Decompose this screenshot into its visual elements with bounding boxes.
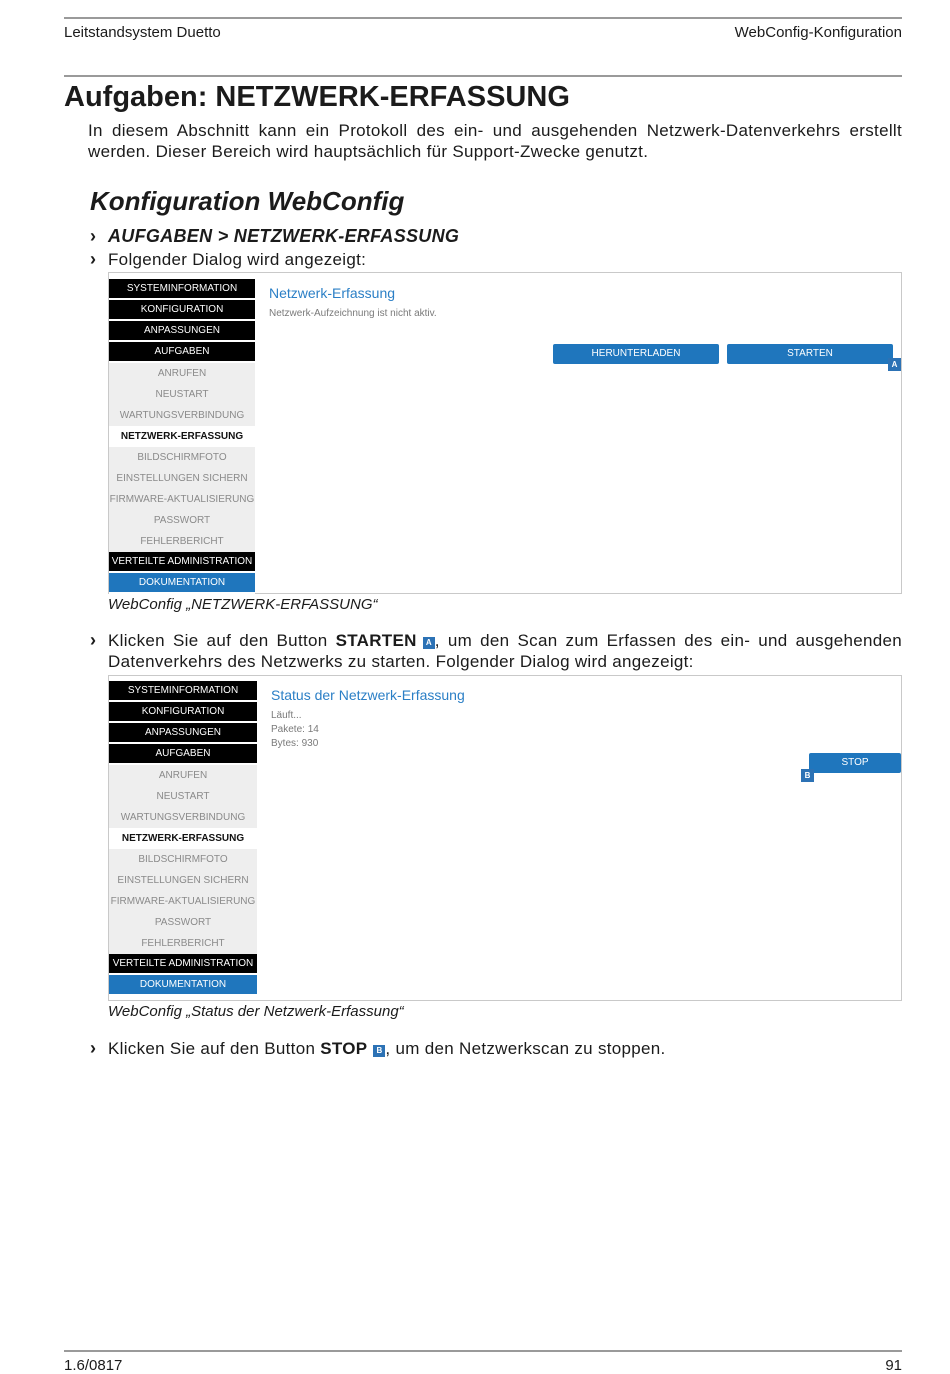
- step-menu-path: [90, 226, 902, 247]
- download-button[interactable]: HERUNTERLADEN: [553, 344, 719, 364]
- step-click-start: [90, 630, 902, 672]
- callout-marker: A: [888, 358, 901, 371]
- nav-item-neustart[interactable]: NEUSTART: [109, 786, 257, 807]
- nav-item-aufgaben[interactable]: AUFGABEN: [109, 744, 257, 765]
- bullet-chevron-icon: ›: [90, 1038, 97, 1058]
- nav-item-aufgaben[interactable]: AUFGABEN: [109, 342, 255, 363]
- step-text-before: Klicken Sie auf den Button: [108, 1039, 321, 1058]
- panel-heading: Status der Netzwerk-Erfassung: [271, 687, 465, 703]
- nav-item-verteilte-administration[interactable]: VERTEILTE ADMINISTRATION: [109, 954, 257, 975]
- nav-item-wartungsverbindung[interactable]: WARTUNGSVERBINDUNG: [109, 807, 257, 828]
- nav-item-dokumentation[interactable]: DOKUMENTATION: [109, 975, 257, 996]
- nav-item-wartungsverbindung[interactable]: WARTUNGSVERBINDUNG: [109, 405, 255, 426]
- nav-item-netzwerk-erfassung[interactable]: NETZWERK-ERFASSUNG: [109, 828, 257, 849]
- figure-caption: WebConfig „Status der Netzwerk-Erfassung“: [108, 1003, 404, 1020]
- nav-item-firmware-aktualisierung[interactable]: FIRMWARE-AKTUALISIERUNG: [109, 891, 257, 912]
- nav-item-anpassungen[interactable]: ANPASSUNGEN: [109, 723, 257, 744]
- nav-item-passwort[interactable]: PASSWORT: [109, 510, 255, 531]
- page-title: Aufgaben: NETZWERK-ERFASSUNG: [64, 81, 570, 113]
- intro-paragraph: In diesem Abschnitt kann ein Protokoll des ein- und ausgehenden Netzwerk-Datenverkehrs erstellt werden. Dieser Bereich wird hauptsächlich für Support-Zwecke genutzt.: [88, 121, 902, 161]
- section-heading: Konfiguration WebConfig: [90, 186, 405, 216]
- nav-item-bildschirmfoto[interactable]: BILDSCHIRMFOTO: [109, 447, 255, 468]
- nav-item-dokumentation[interactable]: DOKUMENTATION: [109, 573, 255, 594]
- capture-state-text: Läuft...: [271, 710, 302, 721]
- webconfig-sidebar: [109, 681, 257, 996]
- nav-item-passwort[interactable]: PASSWORT: [109, 912, 257, 933]
- header-chapter: WebConfig-Konfiguration: [734, 24, 902, 41]
- nav-item-fehlerbericht[interactable]: FEHLERBERICHT: [109, 531, 255, 552]
- header-rule: [64, 17, 902, 19]
- nav-item-einstellungen-sichern[interactable]: EINSTELLUNGEN SICHERN: [109, 870, 257, 891]
- nav-item-anrufen[interactable]: ANRUFEN: [109, 765, 257, 786]
- header-product: Leitstandsystem Duetto: [64, 24, 221, 41]
- webconfig-screenshot-netzwerk-erfassung: [108, 272, 902, 594]
- footer-version: 1.6/0817: [64, 1357, 123, 1374]
- nav-item-firmware-aktualisierung[interactable]: FIRMWARE-AKTUALISIERUNG: [109, 489, 255, 510]
- step-text-after: , um den Netzwerkscan zu stoppen.: [385, 1039, 666, 1058]
- nav-item-systeminformation[interactable]: SYSTEMINFORMATION: [109, 279, 255, 300]
- byte-count-text: Bytes: 930: [271, 738, 319, 749]
- step-text-after: , um den Scan zum Erfassen des ein- und ausgehenden Datenverkehrs des Netzwerks zu starten. Folgender Dialog wird angezeigt:: [108, 631, 902, 671]
- capture-status-text: Netzwerk-Aufzeichnung ist nicht aktiv.: [269, 308, 437, 319]
- figure-caption: WebConfig „NETZWERK-ERFASSUNG“: [108, 596, 378, 613]
- packet-count-text: Pakete: 14: [271, 724, 319, 735]
- footer-rule: [64, 1350, 902, 1352]
- callout-marker: B: [801, 769, 814, 782]
- step-text-before: Klicken Sie auf den Button: [108, 631, 336, 650]
- page-number: 91: [885, 1357, 902, 1374]
- stop-button[interactable]: STOP: [809, 753, 901, 773]
- nav-item-fehlerbericht[interactable]: FEHLERBERICHT: [109, 933, 257, 954]
- nav-item-systeminformation[interactable]: SYSTEMINFORMATION: [109, 681, 257, 702]
- button-name: STARTEN: [335, 631, 417, 650]
- nav-item-neustart[interactable]: NEUSTART: [109, 384, 255, 405]
- nav-item-konfiguration[interactable]: KONFIGURATION: [109, 300, 255, 321]
- menu-path: AUFGABEN > NETZWERK-ERFASSUNG: [108, 226, 460, 246]
- title-rule: [64, 75, 902, 77]
- button-name: STOP: [320, 1039, 368, 1058]
- nav-item-anrufen[interactable]: ANRUFEN: [109, 363, 255, 384]
- nav-item-verteilte-administration[interactable]: VERTEILTE ADMINISTRATION: [109, 552, 255, 573]
- step-text: Folgender Dialog wird angezeigt:: [108, 250, 367, 269]
- webconfig-screenshot-status: [108, 675, 902, 1001]
- callout-marker: B: [373, 1045, 385, 1057]
- nav-item-bildschirmfoto[interactable]: BILDSCHIRMFOTO: [109, 849, 257, 870]
- step-dialog-shown: [90, 249, 902, 270]
- bullet-chevron-icon: ›: [90, 249, 97, 269]
- nav-item-anpassungen[interactable]: ANPASSUNGEN: [109, 321, 255, 342]
- webconfig-sidebar: [109, 279, 255, 594]
- bullet-chevron-icon: ›: [90, 630, 97, 650]
- callout-marker: A: [423, 637, 435, 649]
- bullet-chevron-icon: ›: [90, 226, 97, 246]
- start-button[interactable]: STARTEN: [727, 344, 893, 364]
- nav-item-konfiguration[interactable]: KONFIGURATION: [109, 702, 257, 723]
- panel-heading: Netzwerk-Erfassung: [269, 285, 396, 301]
- nav-item-einstellungen-sichern[interactable]: EINSTELLUNGEN SICHERN: [109, 468, 255, 489]
- nav-item-netzwerk-erfassung[interactable]: NETZWERK-ERFASSUNG: [109, 426, 255, 447]
- step-click-stop: [90, 1038, 902, 1059]
